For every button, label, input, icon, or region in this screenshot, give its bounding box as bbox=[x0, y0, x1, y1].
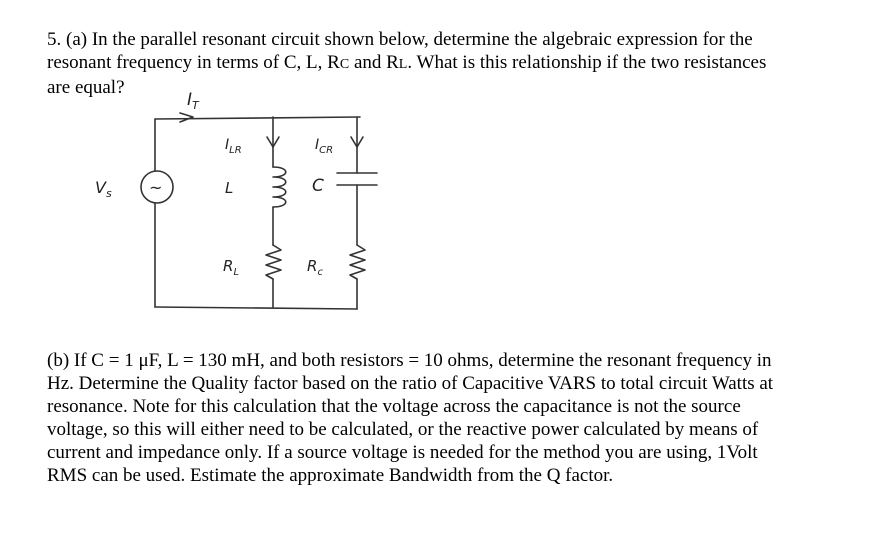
inductor-resistor-zigzag bbox=[266, 245, 281, 279]
question-part-b bbox=[47, 349, 837, 487]
label-capacitor: C bbox=[312, 176, 324, 196]
part-a-line-2-text-2: and R bbox=[349, 52, 399, 73]
label-inductor-resistor: $R_L$ bbox=[223, 257, 240, 278]
label-inductor: L bbox=[225, 179, 234, 197]
label-capacitor-branch-current: $I_{CR}$ bbox=[315, 137, 334, 156]
inductor-coil bbox=[273, 167, 286, 207]
part-a-line-2 bbox=[47, 51, 837, 76]
circuit-diagram bbox=[85, 85, 385, 325]
label-capacitor-resistor: $R_c$ bbox=[307, 257, 323, 278]
subscript-l: L bbox=[398, 57, 408, 72]
label-source-voltage: $V_s$ bbox=[95, 178, 112, 200]
part-b-line-6: RMS can be used. Estimate the approximate Bandwidth from the Q factor. bbox=[47, 465, 614, 486]
part-a-line-1 bbox=[47, 28, 837, 51]
part-b-line-2: Hz. Determine the Quality factor based on the ratio of Capacitive VARS to total circuit Watts at bbox=[47, 373, 774, 394]
capacitor-resistor-zigzag bbox=[350, 245, 365, 279]
part-a-line-2-text-1: resonant frequency in terms of C, L, R bbox=[47, 52, 340, 73]
part-b-line-3: resonance. Note for this calculation that the voltage across the capacitance is not the source bbox=[47, 396, 741, 417]
part-b-line-5: current and impedance only. If a source voltage is needed for the method you are using, 1Volt bbox=[47, 442, 758, 463]
part-a-line-3-text: are equal? bbox=[47, 77, 125, 98]
bottom-wire bbox=[155, 307, 357, 309]
part-a-line-1-text: 5. (a) In the parallel resonant circuit shown below, determine the algebraic expression for the bbox=[47, 29, 753, 50]
total-current-arrow bbox=[180, 113, 193, 122]
subscript-c: C bbox=[339, 57, 350, 72]
part-a-line-2-text-3: . What is this relationship if the two resistances bbox=[407, 52, 767, 73]
part-b-line-4: voltage, so this will either need to be calculated, or the reactive power calculated by means of bbox=[47, 419, 759, 440]
label-total-current: $I_T$ bbox=[187, 90, 199, 112]
label-inductor-branch-current: $I_{LR}$ bbox=[225, 137, 242, 156]
part-b-line-1: (b) If C = 1 μF, L = 130 mH, and both resistors = 10 ohms, determine the resonant frequency in bbox=[47, 350, 772, 371]
ac-source-symbol: ~ bbox=[149, 178, 163, 197]
top-wire bbox=[155, 117, 360, 119]
